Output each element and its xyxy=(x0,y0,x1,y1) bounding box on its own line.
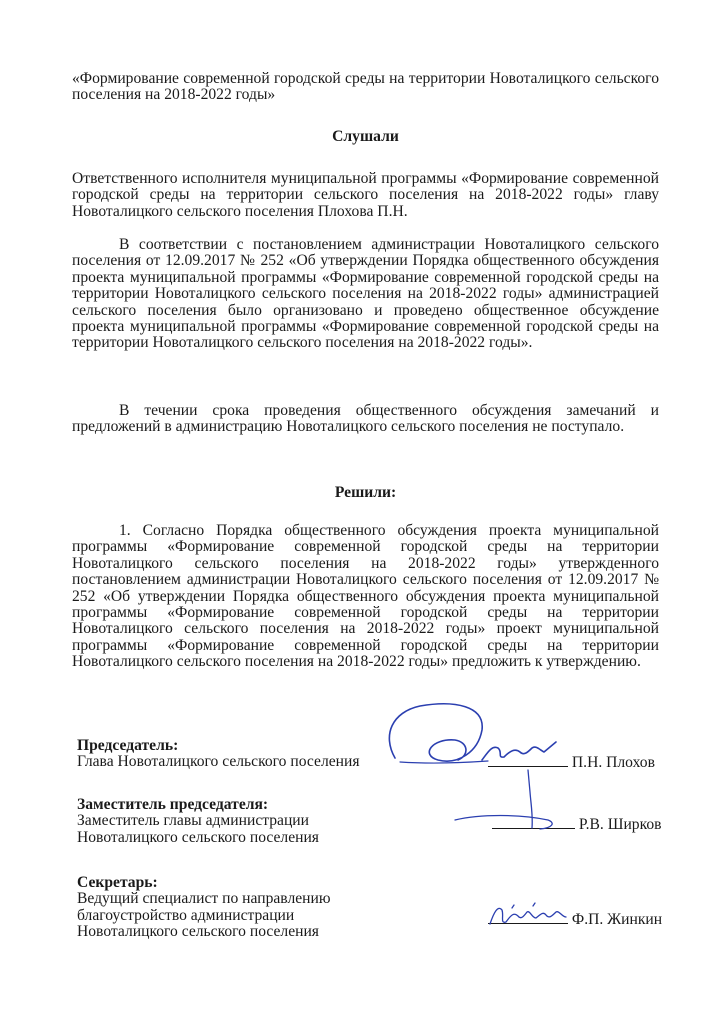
chairman-title: Председатель: xyxy=(77,737,179,754)
secretary-title: Секретарь: xyxy=(77,874,158,891)
decided-heading: Решили: xyxy=(334,484,397,501)
secretary-name: Ф.П. Жинкин xyxy=(571,911,663,928)
intro-text: «Формирование современной городской среды на территории Новоталицкого сельского поселения на 2018-2022 годы» xyxy=(72,70,659,104)
chairman-name: П.Н. Плохов xyxy=(571,754,655,771)
decision-item-1: 1. Согласно Порядка общественного обсуждения проекта муниципальной программы «Формирование современной городской среды на территории Новоталицкого сельского поселения на 2018-2022 годы» утвержденного постановлением администрации Новоталицкого сельского поселения от 12.09.2017 № 252 «Об утверждении Порядка общественного обсуждения проекта муниципальной программы «Формирование современной городской среды на территории Новоталицкого сельского поселения на 2018-2022 годы» проект муниципальной программы «Формирование современной городской среды на территории Новоталицкого сельского поселения на 2018-2022 годы» предложить к утверждению. xyxy=(72,522,659,671)
deputy-position-line-2: Новоталицкого сельского поселения xyxy=(77,828,319,846)
deputy-title: Заместитель председателя: xyxy=(77,796,269,813)
body-paragraph-2: В течении срока проведения общественного обсуждения замечаний и предложений в администрацию Новоталицкого сельского поселения не поступало. xyxy=(72,402,659,436)
body-paragraph-1: В соответствии с постановлением администрации Новоталицкого сельского поселения от 12.09.2017 № 252 «Об утверждении Порядка общественного обсуждения проекта муниципальной программы «Формирование современной городской среды на территории Новоталицкого сельского поселения на 2018-2022 годы» администрацией сельского поселения было организовано и проведено общественное обсуждение проекта муниципальной программы «Формирование современной городской среды на территории Новоталицкого сельского поселения на 2018-2022 годы». xyxy=(72,236,659,352)
secretary-position-line-3: Новоталицкого сельского поселения xyxy=(77,923,319,941)
chairman-position: Глава Новоталицкого сельского поселения xyxy=(77,753,360,771)
deputy-name: Р.В. Ширков xyxy=(578,816,662,833)
heard-text: Ответственного исполнителя муниципальной программы «Формирование современной городской среды на территории сельского поселения на 2018-2022 годы» главу Новоталицкого сельского поселения Плохова П.Н. xyxy=(72,170,659,220)
secretary-position-line-2: благоустройство администрации xyxy=(77,906,295,924)
deputy-position-line-1: Заместитель главы администрации xyxy=(77,812,310,830)
heard-heading: Слушали xyxy=(332,128,399,145)
secretary-position-line-1: Ведущий специалист по направлению xyxy=(77,890,331,908)
